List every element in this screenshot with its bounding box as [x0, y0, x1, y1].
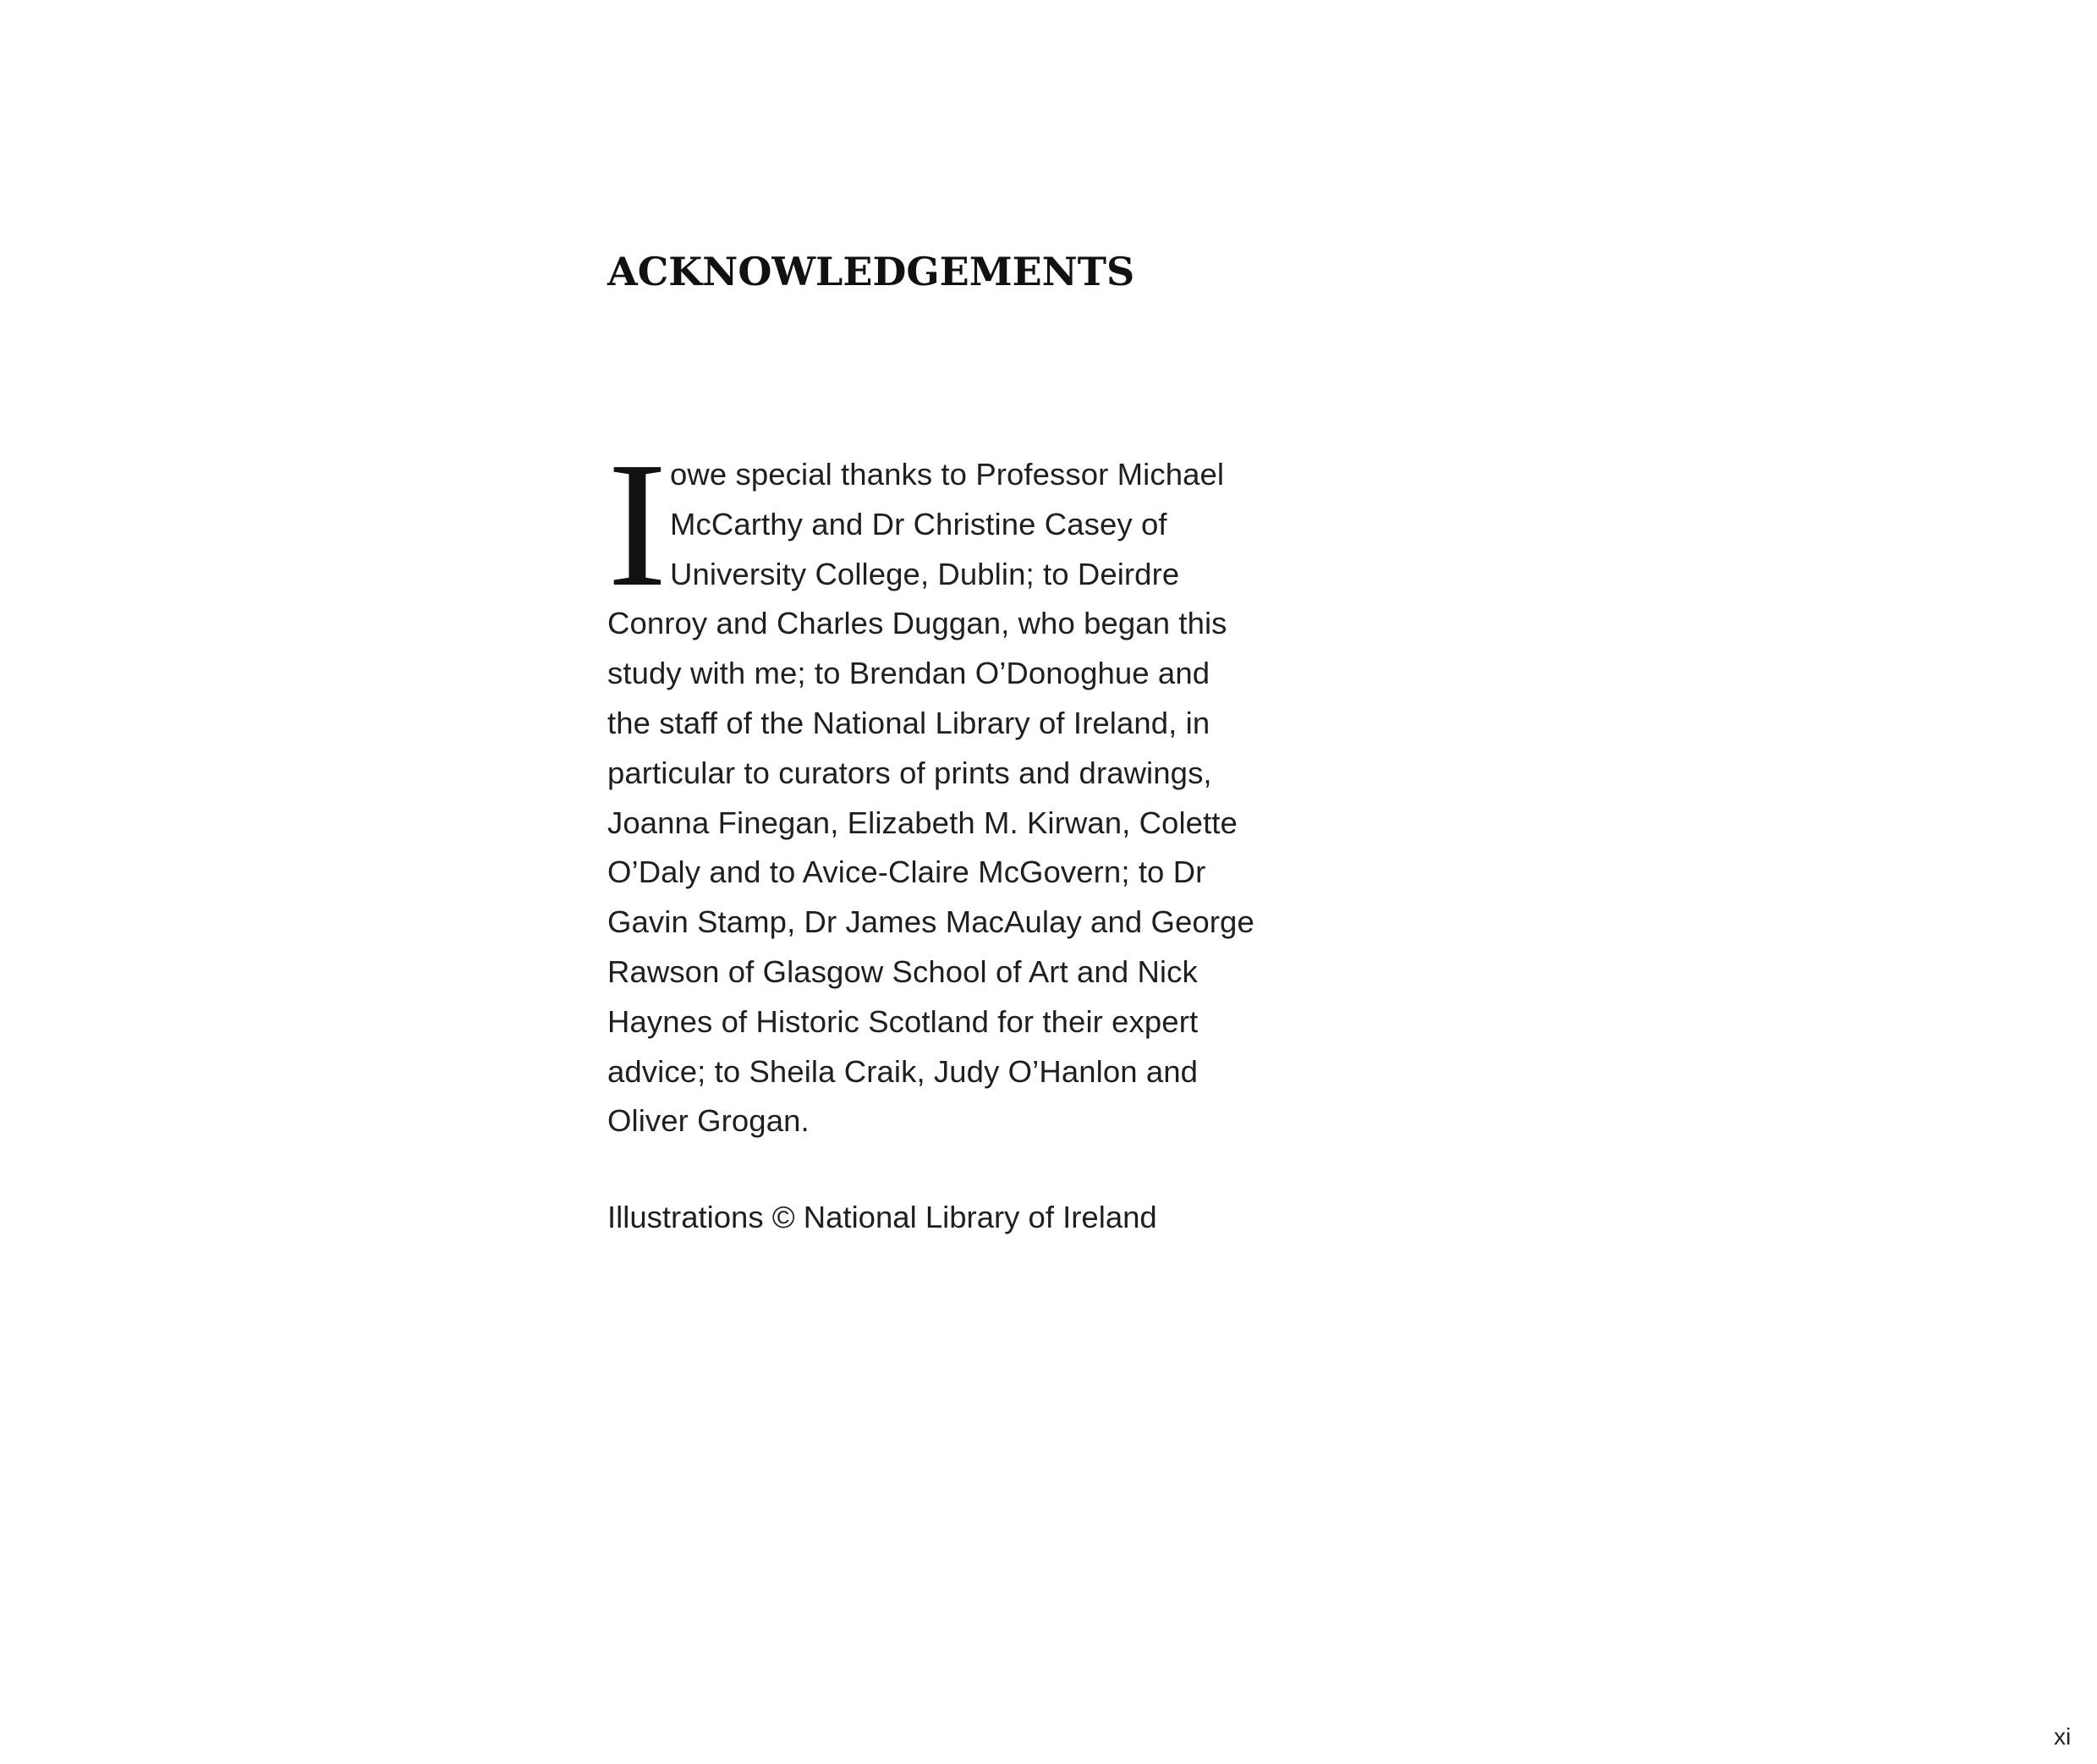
paragraph-line: O’Daly and to Avice-Claire McGovern; to Dr — [607, 855, 1206, 890]
paragraph-line: Gavin Stamp, Dr James MacAulay and George — [607, 904, 1254, 940]
paragraph-line: Oliver Grogan. — [607, 1103, 810, 1139]
paragraph-line: Joanna Finegan, Elizabeth M. Kirwan, Colette — [607, 805, 1238, 840]
paragraph-line: University College, Dublin; to Deirdre — [670, 556, 1180, 591]
illustrations-credit: Illustrations © National Library of Ireland — [607, 1200, 1157, 1234]
acknowledgements-paragraph — [607, 450, 1276, 1146]
paragraph-line: the staff of the National Library of Ireland, in — [607, 705, 1210, 740]
page-title: ACKNOWLEDGEMENTS — [607, 249, 1135, 294]
paragraph-line: McCarthy and Dr Christine Casey of — [670, 506, 1167, 541]
paragraph-line: Conroy and Charles Duggan, who began this — [607, 606, 1227, 641]
paragraph-line: Rawson of Glasgow School of Art and Nick — [607, 953, 1198, 989]
paragraph-line: advice; to Sheila Craik, Judy O’Hanlon and — [607, 1053, 1199, 1089]
paragraph-line: owe special thanks to Professor Michael — [670, 457, 1225, 492]
paragraph-line: study with me; to Brendan O’Donoghue and — [607, 656, 1210, 691]
paragraph-line: particular to curators of prints and drawings, — [607, 755, 1212, 790]
page-number: xi — [2054, 1723, 2072, 1750]
paragraph-line: Haynes of Historic Scotland for their expert — [607, 1003, 1199, 1039]
drop-cap: I — [607, 425, 667, 624]
